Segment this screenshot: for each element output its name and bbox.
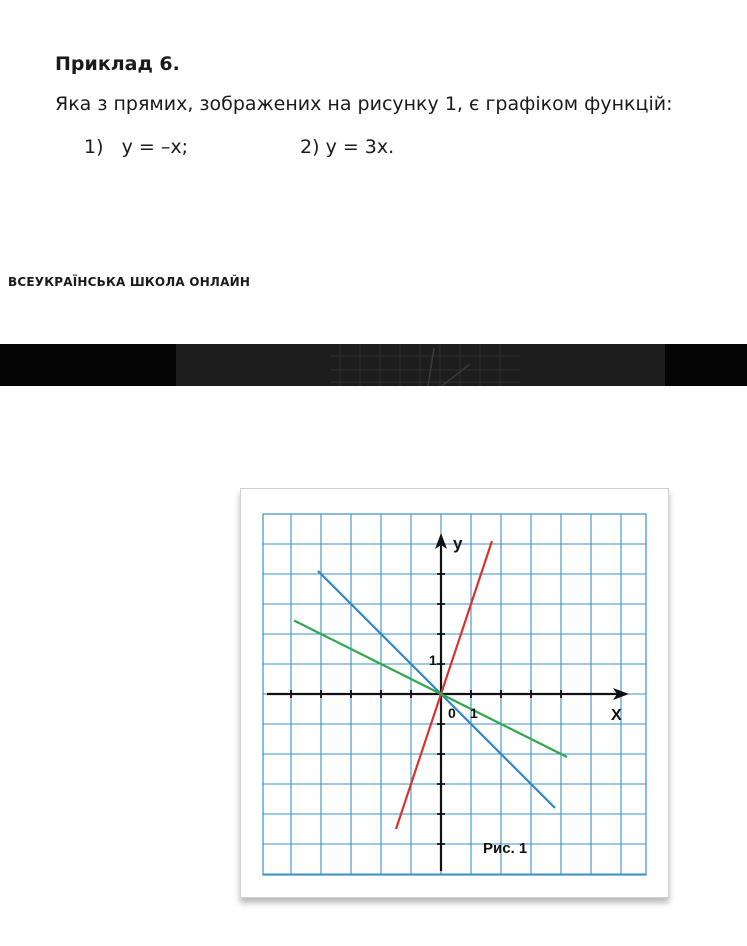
plot-lines [294,541,567,829]
example-title: Приклад 6. [55,53,180,75]
option-2-number: 2) [300,136,320,158]
graph-figure [241,489,668,897]
example-question: Яка з прямих, зображених на рисунку 1, є графіком функцій: [55,93,673,115]
figure-caption: Рис. 1 [483,840,528,857]
line-red [396,541,492,829]
x-axis-label: X [611,707,622,724]
figure-1 [240,488,669,898]
option-2 [300,136,394,158]
y-axis-label: y [453,534,463,553]
video-frame-strip-graph-preview [330,344,520,386]
option-2-text: y = 3x. [325,136,395,158]
y-unit-label: 1 [429,652,437,668]
line-blue [318,571,555,808]
option-1 [84,136,188,158]
x-unit-label: 1 [470,705,478,721]
option-1-number: 1) [84,136,104,158]
brand-name: ВСЕУКРАЇНСЬКА ШКОЛА ОНЛАЙН [8,275,251,289]
option-1-text: y = –x; [121,136,189,158]
line-green [294,621,567,758]
origin-label: 0 [448,705,456,721]
